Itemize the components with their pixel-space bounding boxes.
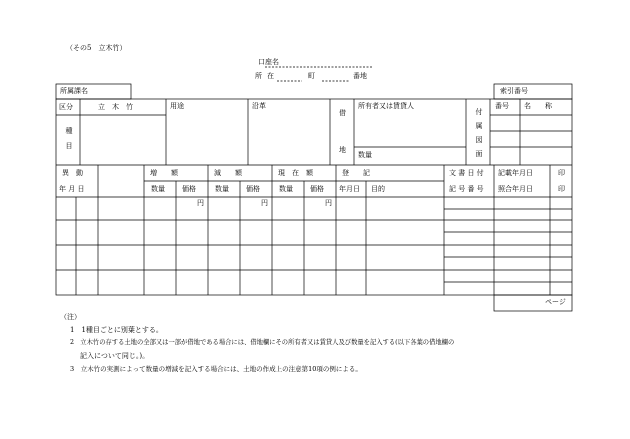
gengaku-kakaku: 価格 [246,185,260,193]
ritchiku-label: 立 木 竹 [98,103,133,111]
meisho-label: 名 称 [524,102,552,110]
location-zai: 在 [267,72,274,80]
notes-heading: （注） [60,313,81,321]
page-label: ページ [545,298,566,306]
zougaku-kakaku: 価格 [182,185,196,193]
note-item: 1 1種目ごとに別葉とする。 [70,326,163,334]
yen-mark: 円 [261,199,268,207]
shozoku-label: 所属課名 [60,87,88,95]
yen-mark: 円 [197,199,204,207]
suryo-label: 数量 [358,151,372,159]
genzai-label: 現 在 額 [278,169,313,177]
toki-date: 年月日 [339,185,360,193]
toki-mokuteki: 目的 [371,185,385,193]
ido-date-label: 年 月 日 [59,185,85,193]
note-item: 2 立木竹の存する土地の全部又は一部が借地である場合には、借地欄にその所有者又は賃貸人及び数量を記入する(以下各葉の借地欄の [70,339,455,346]
location-machi: 町 [308,72,315,80]
in-label-1: 印 [558,169,565,177]
kisai-label-2: 照合年月日 [498,185,533,193]
fuzoku-label: 付属図面 [475,108,483,164]
shakuchi-label-2: 地 [339,146,346,154]
bango-label: 番号 [495,102,509,110]
genzai-kakaku: 価格 [310,185,324,193]
bunsho-label-1: 文 書 日 付 [449,169,484,177]
genzai-suryo: 数量 [279,185,293,193]
zougaku-suryo: 数量 [151,185,165,193]
shakuchi-label-1: 借 [339,109,346,117]
note-item: 3 立木竹の実測によって数量の増減を記入する場合には、土地の作成上の注意第10項の例による。 [70,365,362,373]
ido-label: 異 動 [62,169,83,177]
gengaku-label: 減 額 [214,169,242,177]
doc-label: （その5 立木竹） [66,44,127,52]
enkaku-label: 沿革 [252,102,266,110]
shumoku-label: 種目 [65,127,73,157]
sakuin-label: 索引番号 [500,87,528,95]
chimei-label: 口座名 [258,58,279,66]
toki-label: 登 記 [342,169,370,177]
gengaku-suryo: 数量 [215,185,229,193]
note-item-cont: 記入について同じ。)。 [80,352,150,360]
owner-label: 所有者又は賃貸人 [358,102,414,110]
bunsho-label-2: 記 号 番 号 [449,185,484,193]
zougaku-label: 増 額 [150,169,178,177]
location-banchi: 番地 [353,72,367,80]
kisai-label-1: 記載年月日 [498,169,533,177]
kubun-label: 区分 [59,103,73,111]
in-label-2: 印 [558,185,565,193]
yen-mark: 円 [325,199,332,207]
location-sho: 所 [255,72,262,80]
yoto-label: 用途 [170,102,184,110]
